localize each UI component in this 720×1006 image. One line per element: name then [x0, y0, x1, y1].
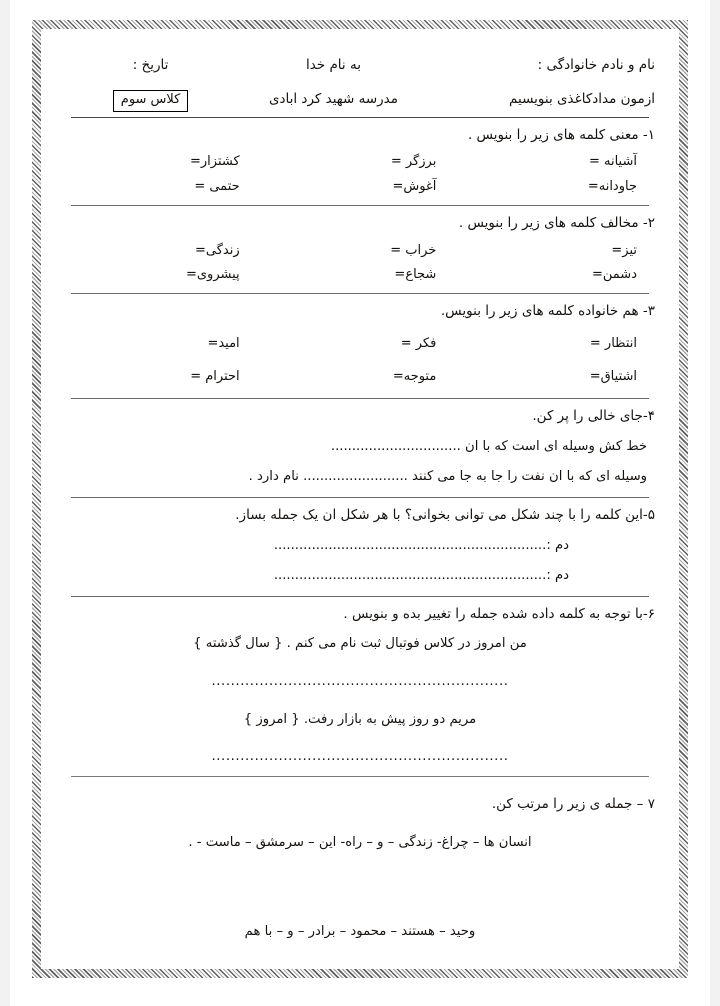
header-school-cell: [236, 89, 431, 109]
page-sheet: [10, 0, 710, 1006]
question-6-sentence-1: من امروز در کلاس فوتبال ثبت نام می کنم . { سال گذشته }: [193, 636, 527, 652]
question-6-answer-line-1: ..............................................................: [211, 674, 509, 689]
question-6-prompt: ۶-با توجه به کلمه داده شده جمله را تغییر بده و بنویس .: [343, 606, 655, 623]
question-4-fill-line-2: وسیله ای که با ان نفت را جا به جا می کنند ......................... نام دارد .: [248, 468, 647, 484]
spacer: [65, 696, 655, 706]
question-4-prompt: ۴-جای خالی را پر کن.: [532, 408, 655, 425]
word-row: [65, 175, 655, 200]
word-item: کشتزار=: [189, 154, 240, 170]
header-row-bottom: [65, 89, 655, 111]
question-4-fill-line-1: خط کش وسیله ای است که با ان ...............................: [330, 439, 647, 455]
word-item: برزگر =: [390, 154, 437, 170]
word-item: تیز=: [611, 242, 637, 258]
question-7: [65, 783, 655, 945]
question-4: [65, 405, 655, 491]
question-5-answer-line-2: دم :.................................................................: [273, 567, 569, 583]
word-item: پیشروی=: [185, 267, 240, 283]
separator-q4: [71, 497, 649, 498]
school-name: مدرسه شهید کرد ابادی: [268, 91, 398, 108]
question-6-sentence-2: مریم دو روز پیش به بازار رفت. { امروز }: [243, 711, 477, 727]
header-date-cell: [65, 55, 236, 75]
word-row: [65, 360, 655, 393]
question-7-scramble-2: وحید – هستند – محمود – برادر – و – با هم: [244, 923, 476, 939]
spacer: [65, 897, 655, 919]
word-item: جاودانه=: [587, 179, 637, 195]
word-item: شجاع=: [394, 267, 437, 283]
question-5-answer-line-1: دم :.................................................................: [273, 537, 569, 553]
separator-q2: [71, 293, 649, 294]
separator-q6: [71, 776, 649, 777]
header-bismillah-cell: [236, 55, 431, 75]
header-exam-title-cell: [431, 89, 655, 109]
separator-q3: [71, 398, 649, 399]
bismillah-text: به نام خدا: [305, 57, 361, 73]
question-3: [65, 300, 655, 393]
question-1-word-grid: [65, 150, 655, 199]
word-row: [65, 150, 655, 175]
word-item: امید=: [207, 336, 240, 352]
word-item: خراب =: [390, 242, 437, 258]
question-2-prompt: ٢- مخالف کلمه های زیر را بنویس .: [458, 214, 655, 231]
question-6: [65, 603, 655, 771]
class-name-box: کلاس سوم: [113, 90, 189, 111]
question-2: [65, 212, 655, 288]
question-6-answer-line-2: ..............................................................: [211, 749, 509, 765]
spacer: [65, 783, 655, 793]
document-body: [41, 29, 679, 969]
separator-header: [71, 117, 649, 118]
exam-title: ازمون مدادکاغذی بنویسیم: [509, 91, 655, 108]
word-item: حتمی =: [194, 179, 240, 195]
word-item: زندگی=: [195, 242, 240, 258]
word-item: متوجه=: [392, 369, 437, 385]
word-item: آغوش=: [392, 179, 437, 195]
header-name-cell: [431, 55, 655, 75]
word-row: [65, 239, 655, 264]
header-class-cell: [65, 89, 236, 111]
spacer: [65, 857, 655, 897]
student-name-label: نام و نادم خانوادگی :: [537, 57, 655, 73]
question-5: [65, 504, 655, 592]
header-row-top: [65, 55, 655, 75]
question-3-prompt: ٣- هم خانواده کلمه های زیر را بنویس.: [440, 303, 655, 320]
date-label: تاریخ :: [132, 57, 169, 73]
question-7-prompt: ٧ – جمله ی زیر را مرتب کن.: [491, 796, 655, 813]
word-item: انتظار =: [589, 336, 637, 352]
question-2-word-grid: [65, 239, 655, 288]
word-item: اشتیاق=: [589, 369, 637, 385]
spacer: [65, 658, 655, 668]
word-item: فکر =: [400, 336, 437, 352]
question-3-word-grid: [65, 327, 655, 393]
question-1: [65, 124, 655, 200]
word-item: احترام =: [190, 369, 240, 385]
word-row: [65, 327, 655, 360]
separator-q1: [71, 205, 649, 206]
word-item: آشیانه =: [588, 154, 637, 170]
question-7-scramble-1: انسان ها – چراغ- زندگی – و – راه- این – سرمشق – ماست - .: [188, 835, 532, 851]
word-row: [65, 263, 655, 288]
question-5-prompt: ۵-این کلمه را با چند شکل می توانی بخوانی؟ با هر شکل ان یک جمله بساز.: [235, 506, 655, 523]
question-1-prompt: ١- معنی کلمه های زیر را بنویس .: [467, 126, 655, 143]
separator-q5: [71, 596, 649, 597]
word-item: دشمن=: [592, 267, 637, 283]
spacer: [65, 820, 655, 830]
spacer: [65, 733, 655, 743]
